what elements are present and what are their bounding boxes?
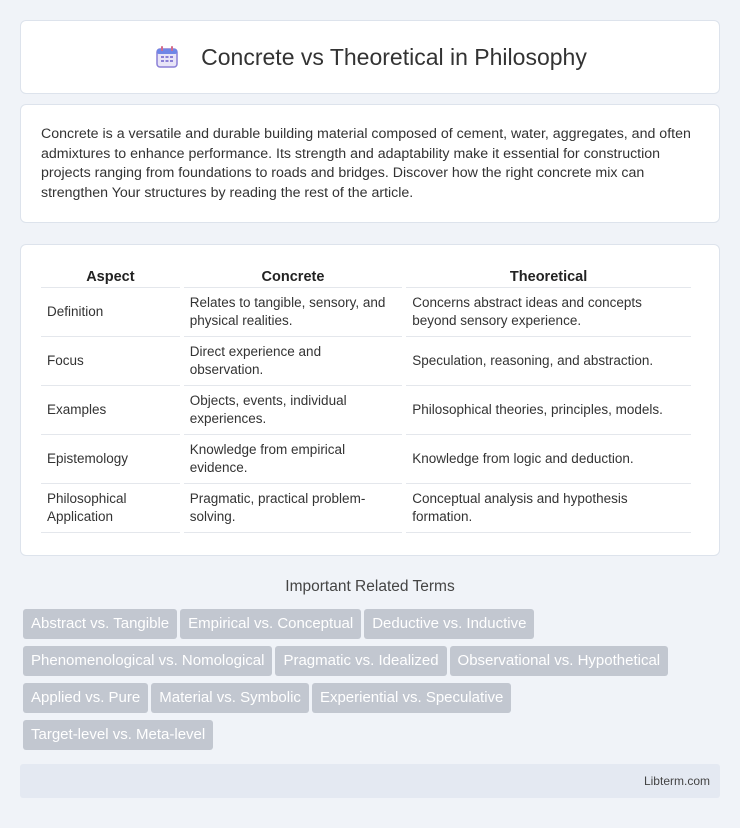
comparison-table xyxy=(37,266,695,533)
related-term-tag[interactable]: Abstract vs. Tangible xyxy=(23,609,177,639)
header-card xyxy=(20,20,720,94)
comparison-table-card xyxy=(20,244,720,556)
related-term-tag[interactable]: Observational vs. Hypothetical xyxy=(450,646,669,676)
table-cell: Direct experience and observation. xyxy=(184,337,402,386)
table-cell: Epistemology xyxy=(41,435,180,484)
table-cell: Knowledge from empirical evidence. xyxy=(184,435,402,484)
table-cell: Definition xyxy=(41,288,180,337)
related-term-tag[interactable]: Applied vs. Pure xyxy=(23,683,148,713)
related-term-tag[interactable]: Deductive vs. Inductive xyxy=(364,609,534,639)
table-row xyxy=(41,484,691,533)
table-cell: Concerns abstract ideas and concepts beyond sensory experience. xyxy=(406,288,691,337)
header-aspect: Aspect xyxy=(41,266,180,288)
table-cell: Examples xyxy=(41,386,180,435)
table-row xyxy=(41,435,691,484)
table-row xyxy=(41,337,691,386)
table-cell: Philosophical Application xyxy=(41,484,180,533)
table-cell: Knowledge from logic and deduction. xyxy=(406,435,691,484)
table-cell: Relates to tangible, sensory, and physical realities. xyxy=(184,288,402,337)
header-concrete: Concrete xyxy=(184,266,402,288)
related-term-tag[interactable]: Phenomenological vs. Nomological xyxy=(23,646,272,676)
footer xyxy=(20,764,720,798)
related-term-tag[interactable]: Empirical vs. Conceptual xyxy=(180,609,361,639)
intro-text: Concrete is a versatile and durable building material composed of cement, water, aggregates, and often admixtures to enhance performance. Its strength and adaptability make it essential for construction projects ranging from foundations to roads and bridges. Discover how the right concrete mix can strengthen Your structures by reading the rest of the article. xyxy=(41,126,691,201)
page-title: Concrete vs Theoretical in Philosophy xyxy=(201,43,587,70)
table-row xyxy=(41,386,691,435)
table-header-row xyxy=(41,266,691,288)
header-theoretical: Theoretical xyxy=(406,266,691,288)
related-terms-title: Important Related Terms xyxy=(285,578,455,595)
calendar-icon xyxy=(153,43,181,71)
table-cell: Objects, events, individual experiences. xyxy=(184,386,402,435)
table-cell: Conceptual analysis and hypothesis formation. xyxy=(406,484,691,533)
related-terms-list xyxy=(23,609,723,757)
table-row xyxy=(41,288,691,337)
related-term-tag[interactable]: Target-level vs. Meta-level xyxy=(23,720,213,750)
related-term-tag[interactable]: Pragmatic vs. Idealized xyxy=(275,646,446,676)
table-cell: Pragmatic, practical problem-solving. xyxy=(184,484,402,533)
footer-site-link[interactable]: Libterm.com xyxy=(643,774,710,788)
table-cell: Speculation, reasoning, and abstraction. xyxy=(406,337,691,386)
related-term-tag[interactable]: Material vs. Symbolic xyxy=(151,683,309,713)
intro-card xyxy=(20,104,720,223)
table-cell: Philosophical theories, principles, models. xyxy=(406,386,691,435)
table-cell: Focus xyxy=(41,337,180,386)
related-term-tag[interactable]: Experiential vs. Speculative xyxy=(312,683,511,713)
